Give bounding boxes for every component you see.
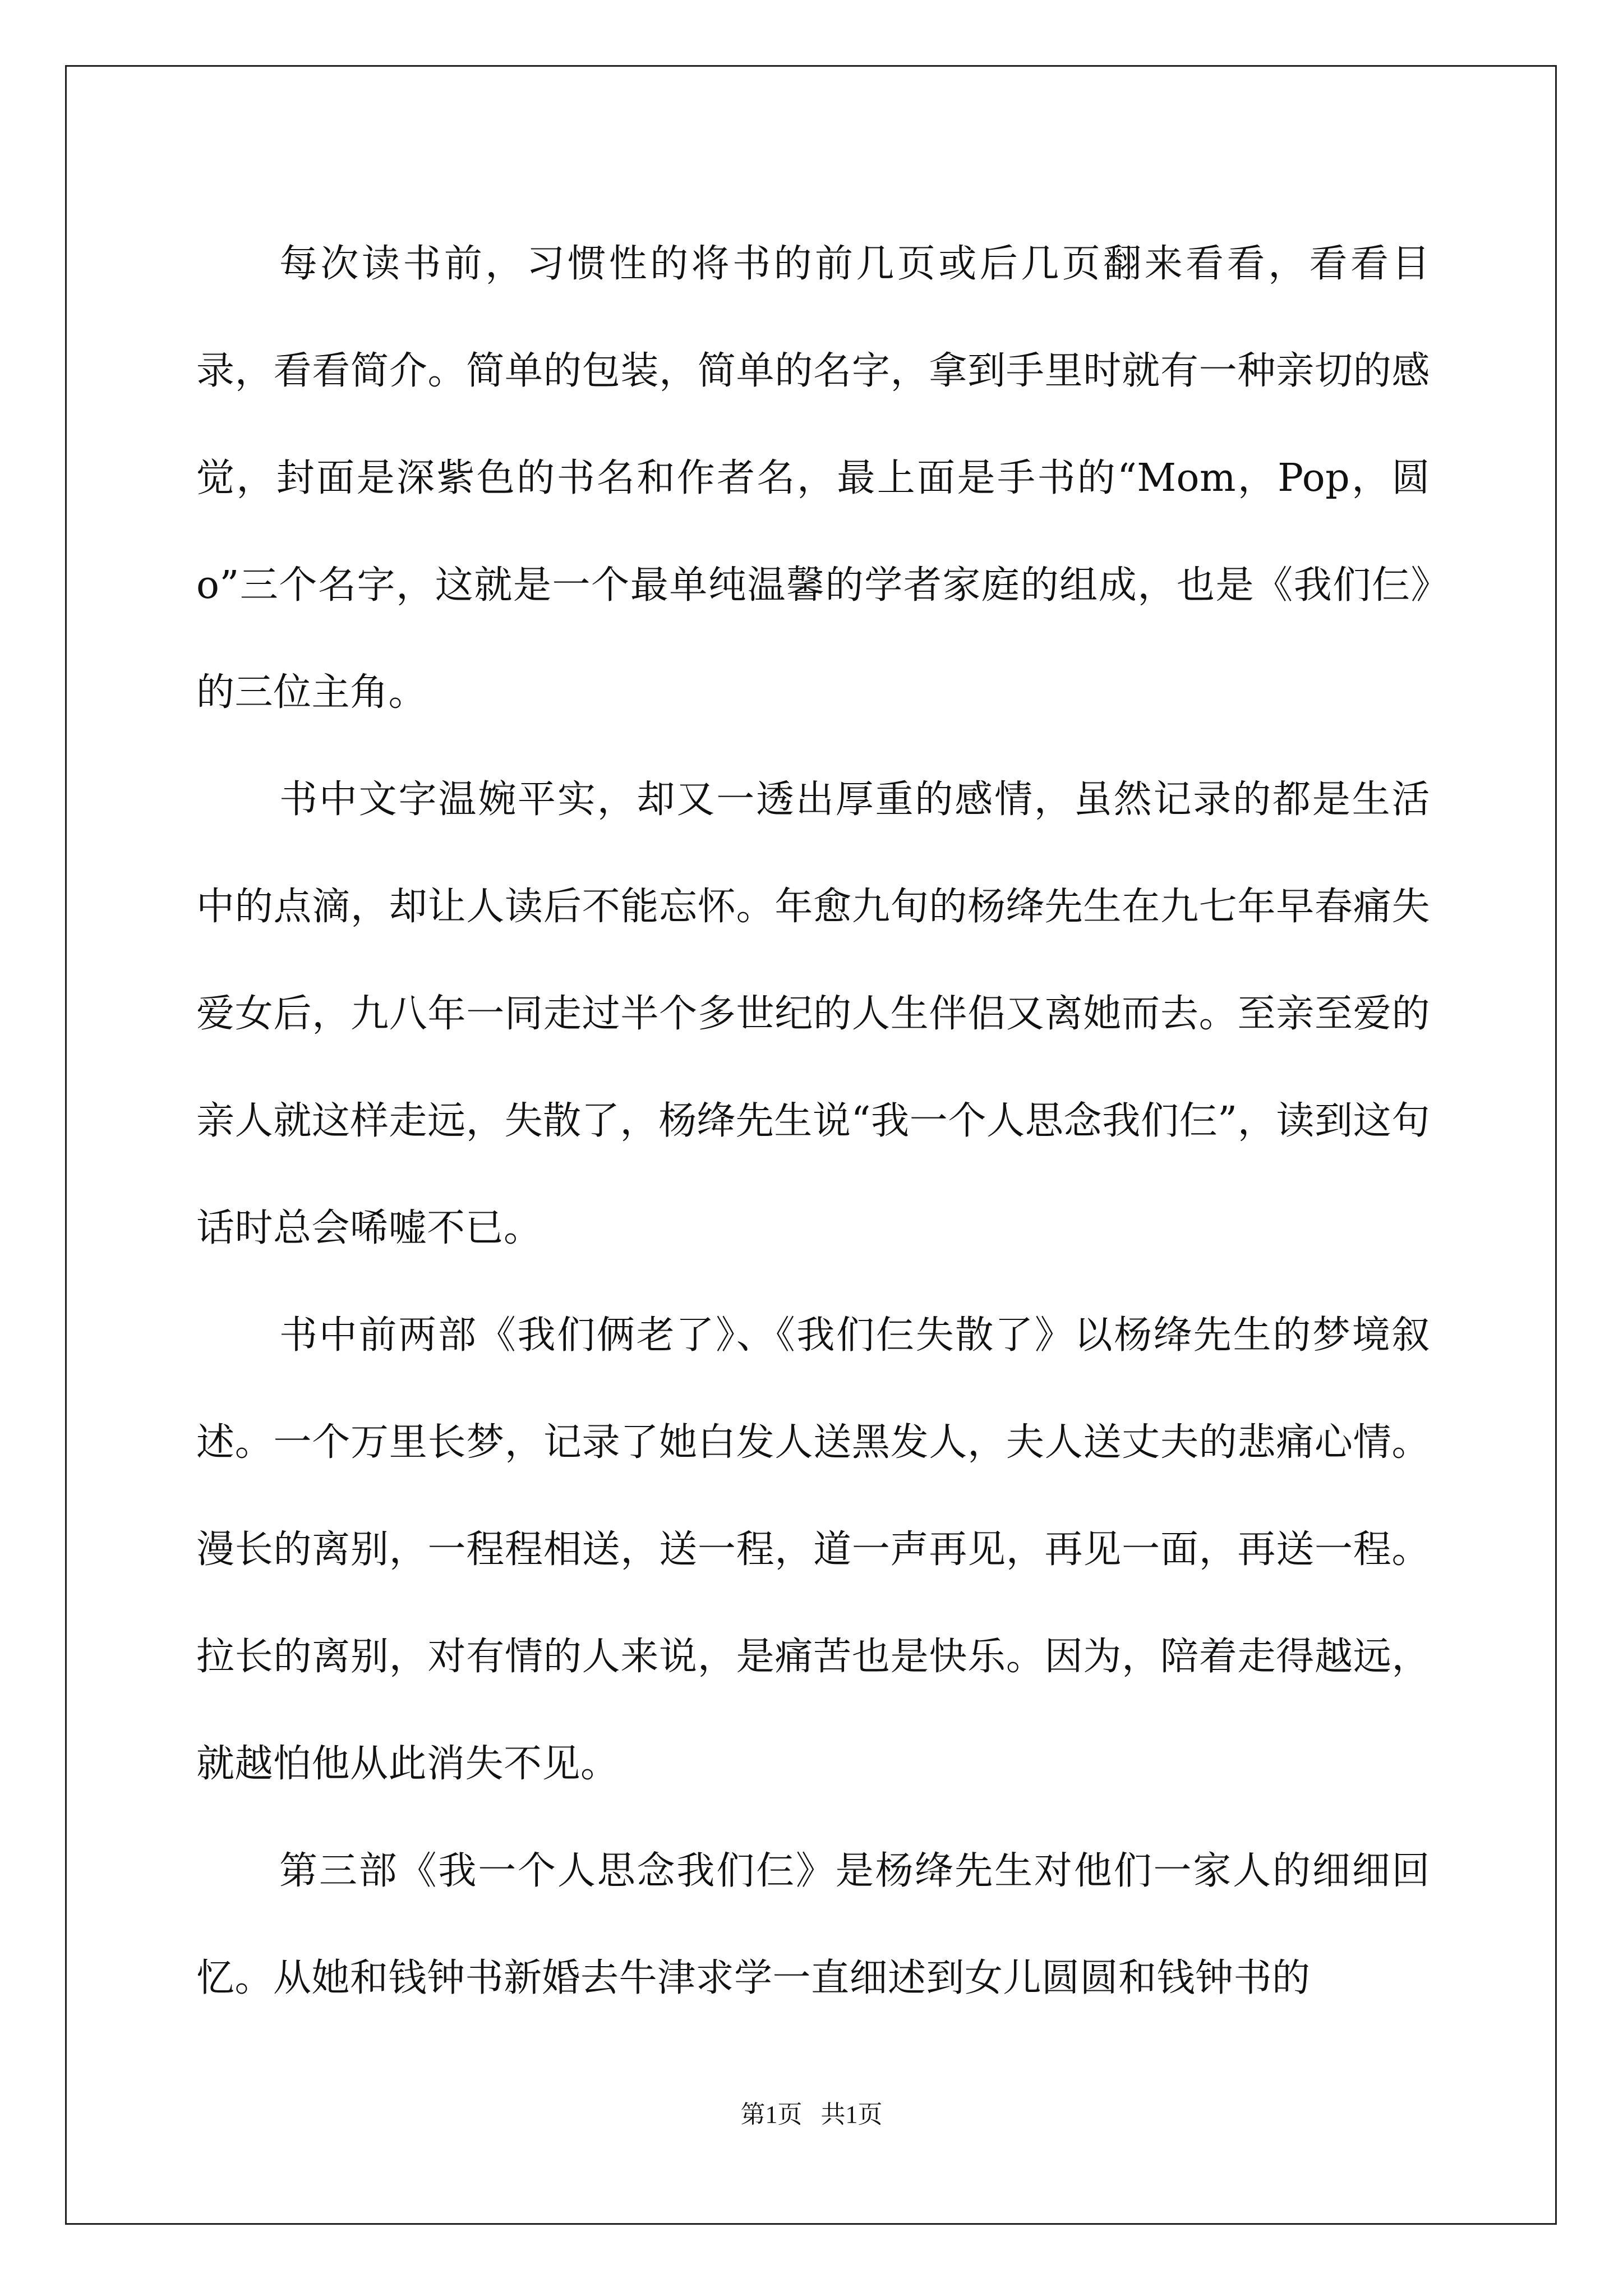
footer-spacer bbox=[803, 2101, 821, 2128]
paragraph: 书中文字温婉平实，却又一透出厚重的感情，虽然记录的都是生活中的点滴，却让人读后不能忘怀。年愈九旬的杨绛先生在九七年早春痛失爱女后，九八年一同走过半个多世纪的人生伴侣又离她而去。至亲至爱的亲人就这样走远，失散了，杨绛先生说“我一个人思念我们仨”，读到这句话时总会唏嘘不已。 bbox=[196, 777, 1430, 1250]
paragraph: 书中前两部《我们俩老了》、《我们仨失散了》以杨绛先生的梦境叙述。一个万里长梦，记录了她白发人送黑发人，夫人送丈夫的悲痛心情。漫长的离别，一程程相送，送一程，道一声再见，再见一面，再送一程。拉长的离别，对有情的人来说，是痛苦也是快乐。因为，陪着走得越远，就越怕他从此消失不见。 bbox=[196, 1313, 1430, 1786]
document-body bbox=[196, 210, 1430, 2032]
page-total: 共1页 bbox=[820, 2101, 883, 2128]
paragraph: 第三部《我一个人思念我们仨》是杨绛先生对他们一家人的细细回忆。从她和钱钟书新婚去牛津求学一直细述到女儿圆圆和钱钟书的 bbox=[196, 1849, 1430, 2000]
page-footer bbox=[0, 2098, 1623, 2132]
page-number: 第1页 bbox=[740, 2101, 803, 2128]
paragraph: 每次读书前，习惯性的将书的前几页或后几页翻来看看，看看目录，看看简介。简单的包装，简单的名字，拿到手里时就有一种亲切的感觉，封面是深紫色的书名和作者名，最上面是手书的“Mom，Pop，圆o”三个名字，这就是一个最单纯温馨的学者家庭的组成，也是《我们仨》的三位主角。 bbox=[196, 242, 1430, 715]
